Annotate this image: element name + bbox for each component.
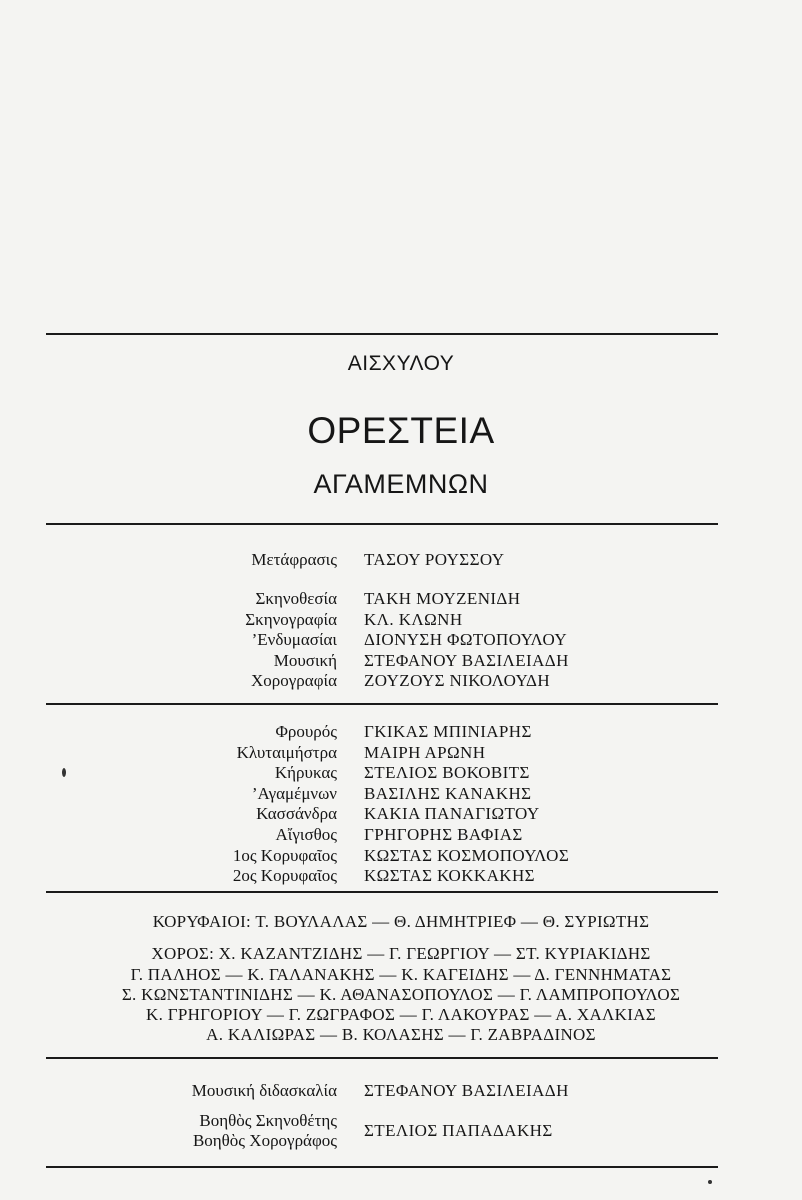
- divider-top: [46, 333, 718, 335]
- cast-list: [0, 722, 802, 887]
- cast-role: Φρουρός: [275, 722, 337, 741]
- divider-header: [46, 523, 718, 525]
- cast-role: Κήρυκας: [274, 763, 337, 783]
- music-direction-credit: [0, 1080, 802, 1102]
- cast-name: ΜΑΙΡΗ ΑΡΩΝΗ: [364, 742, 486, 762]
- credit-row: [0, 630, 802, 651]
- chorus-leaders: ΚΟΡΥΦΑΙΟΙ: Τ. ΒΟΥΛΑΛΑΣ — Θ. ΔΗΜΗΤΡΙΕΦ — Θ. ΣΥΡΙΩΤΗΣ: [152, 912, 650, 931]
- credit-name: ΚΛ. ΚΛΩΝΗ: [364, 609, 463, 629]
- chorus-line: Α. ΚΑΛΙΩΡΑΣ — Β. ΚΟΛΑΣΗΣ — Γ. ΖΑΒΡΑΔΙΝΟΣ: [206, 1025, 596, 1044]
- cast-row: [0, 763, 802, 784]
- credit-name: ΣΤΕΦΑΝΟΥ ΒΑΣΙΛΕΙΑΔΗ: [364, 650, 569, 670]
- cast-name: ΚΩΣΤΑΣ ΚΟΚΚΑΚΗΣ: [364, 866, 535, 886]
- credit-row: [0, 589, 802, 610]
- credit-name: ΔΙΟΝΥΣΗ ΦΩΤΟΠΟΥΛΟΥ: [364, 630, 567, 650]
- print-speck: [62, 768, 66, 777]
- credit-role: Σκηνοθεσία: [255, 589, 337, 608]
- divider-bottom: [46, 1166, 718, 1168]
- author-heading: ΑΙΣΧΥΛΟΥ: [347, 352, 455, 375]
- credit-role: Μετάφρασις: [251, 550, 337, 569]
- cast-role: 2ος Κορυφαῖος: [232, 866, 337, 886]
- credit-role: Χορογραφία: [251, 671, 337, 691]
- divider-cast: [46, 891, 718, 893]
- cast-role: 1ος Κορυφαῖος: [232, 845, 337, 865]
- chorus-line: ΧΟΡΟΣ: Χ. ΚΑΖΑΝΤΖΙΔΗΣ — Γ. ΓΕΩΡΓΙΟΥ — ΣΤ. ΚΥΡΙΑΚΙΔΗΣ: [151, 944, 651, 963]
- cast-row: [0, 804, 802, 825]
- cast-name: ΣΤΕΛΙΟΣ ΒΟΚΟΒΙΤΣ: [364, 763, 530, 783]
- credit-role: Βοηθὸς Σκηνοθέτης: [199, 1111, 337, 1130]
- divider-chorus: [46, 1057, 718, 1059]
- cast-row: [0, 825, 802, 846]
- cast-row: [0, 743, 802, 764]
- cast-row: [0, 846, 802, 867]
- chorus-line: Σ. ΚΩΝΣΤΑΝΤΙΝΙΔΗΣ — Κ. ΑΘΑΝΑΣΟΠΟΥΛΟΣ — Γ. ΛΑΜΠΡΟΠΟΥΛΟΣ: [121, 985, 681, 1004]
- credit-row: [0, 610, 802, 631]
- chorus-line: Κ. ΓΡΗΓΟΡΙΟΥ — Γ. ΖΩΓΡΑΦΟΣ — Γ. ΛΑΚΟΥΡΑΣ — Α. ΧΑΛΚΙΑΣ: [146, 1005, 656, 1024]
- cast-name: ΚΑΚΙΑ ΠΑΝΑΓΙΩΤΟΥ: [364, 804, 540, 824]
- divider-crew: [46, 703, 718, 705]
- cast-name: ΚΩΣΤΑΣ ΚΟΣΜΟΠΟΥΛΟΣ: [364, 845, 570, 865]
- credit-row: [0, 550, 802, 571]
- play-title: ΟΡΕΣΤΕΙΑ: [307, 410, 495, 451]
- credit-role: Σκηνογραφία: [245, 609, 337, 629]
- play-subtitle: ΑΓΑΜΕΜΝΩΝ: [313, 469, 489, 499]
- credit-row: [0, 651, 802, 672]
- credit-role: Βοηθὸς Χορογράφος: [192, 1131, 337, 1150]
- cast-role: Κλυταιμήστρα: [236, 742, 337, 762]
- cast-row: [0, 866, 802, 887]
- cast-role: Αἴγισθος: [275, 824, 337, 844]
- chorus-line: Γ. ΠΑΛΗΟΣ — Κ. ΓΑΛΑΝΑΚΗΣ — Κ. ΚΑΓΕΙΔΗΣ — Δ. ΓΕΝΝΗΜΑΤΑΣ: [130, 965, 672, 984]
- credit-role: ’Ενδυμασίαι: [251, 630, 337, 650]
- credit-role: Μουσική: [273, 650, 337, 670]
- credit-row: [0, 671, 802, 692]
- credit-row: [0, 1080, 802, 1102]
- print-speck: [708, 1180, 712, 1184]
- assistants-credit: [0, 1111, 802, 1151]
- cast-role: ’Αγαμέμνων: [251, 783, 337, 803]
- credit-name: ΖΟΥΖΟΥΣ ΝΙΚΟΛΟΥΔΗ: [364, 671, 551, 691]
- credit-role: Μουσική διδασκαλία: [191, 1081, 337, 1100]
- cast-row: [0, 784, 802, 805]
- credit-name: ΣΤΕΛΙΟΣ ΠΑΠΑΔΑΚΗΣ: [364, 1121, 553, 1140]
- cast-row: [0, 722, 802, 743]
- credit-name: ΤΑΚΗ ΜΟΥΖΕΝΙΔΗ: [364, 589, 521, 608]
- cast-name: ΓΚΙΚΑΣ ΜΠΙΝΙΑΡΗΣ: [364, 722, 532, 741]
- cast-role: Κασσάνδρα: [256, 804, 337, 824]
- credit-name: ΣΤΕΦΑΝΟΥ ΒΑΣΙΛΕΙΑΔΗ: [364, 1081, 569, 1100]
- cast-name: ΓΡΗΓΟΡΗΣ ΒΑΦΙΑΣ: [364, 824, 523, 844]
- crew-list: [0, 589, 802, 692]
- credit-name: ΤΑΣΟΥ ΡΟΥΣΣΟΥ: [364, 550, 505, 569]
- translation-credit: [0, 550, 802, 571]
- cast-name: ΒΑΣΙΛΗΣ ΚΑΝΑΚΗΣ: [364, 783, 532, 803]
